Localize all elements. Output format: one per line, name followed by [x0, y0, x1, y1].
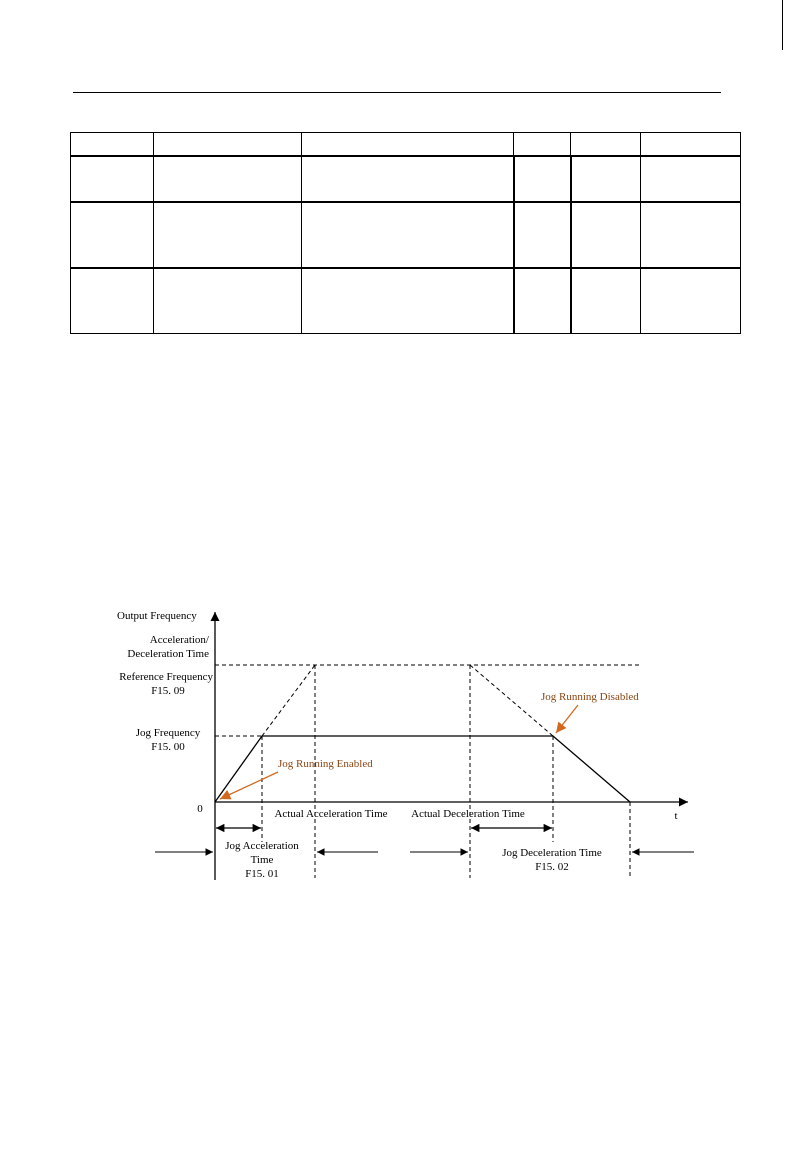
jog-enabled-pointer	[220, 772, 278, 799]
accel-decel-label-line2: Deceleration Time	[127, 648, 209, 660]
y-axis-label: Output Frequency	[117, 610, 197, 622]
actual-acceleration-time-label: Actual Acceleration Time	[274, 808, 388, 820]
acceleration-slope-extension	[262, 665, 315, 736]
accel-decel-label-line1: Acceleration/	[149, 634, 209, 646]
jog-frequency-label: Jog Frequency	[135, 727, 201, 739]
jog-acceleration-time-label-line2: Time	[250, 854, 274, 866]
jog-acceleration-time-code: F15. 01	[245, 868, 279, 880]
actual-deceleration-time-label: Actual Deceleration Time	[411, 808, 525, 820]
origin-label: 0	[197, 803, 203, 815]
jog-disabled-pointer	[556, 705, 578, 733]
jog-acceleration-time-label-line1: Jog Acceleration	[225, 840, 299, 852]
reference-frequency-code: F15. 09	[151, 685, 185, 697]
jog-running-enabled-label: Jog Running Enabled	[278, 758, 373, 770]
jog-running-disabled-label: Jog Running Disabled	[541, 691, 639, 703]
jog-deceleration-time-code: F15. 02	[535, 861, 569, 873]
reference-frequency-label: Reference Frequency	[119, 671, 213, 683]
t-axis-label: t	[674, 810, 678, 822]
jog-deceleration-time-label: Jog Deceleration Time	[502, 847, 602, 859]
jog-frequency-code: F15. 00	[151, 741, 185, 753]
